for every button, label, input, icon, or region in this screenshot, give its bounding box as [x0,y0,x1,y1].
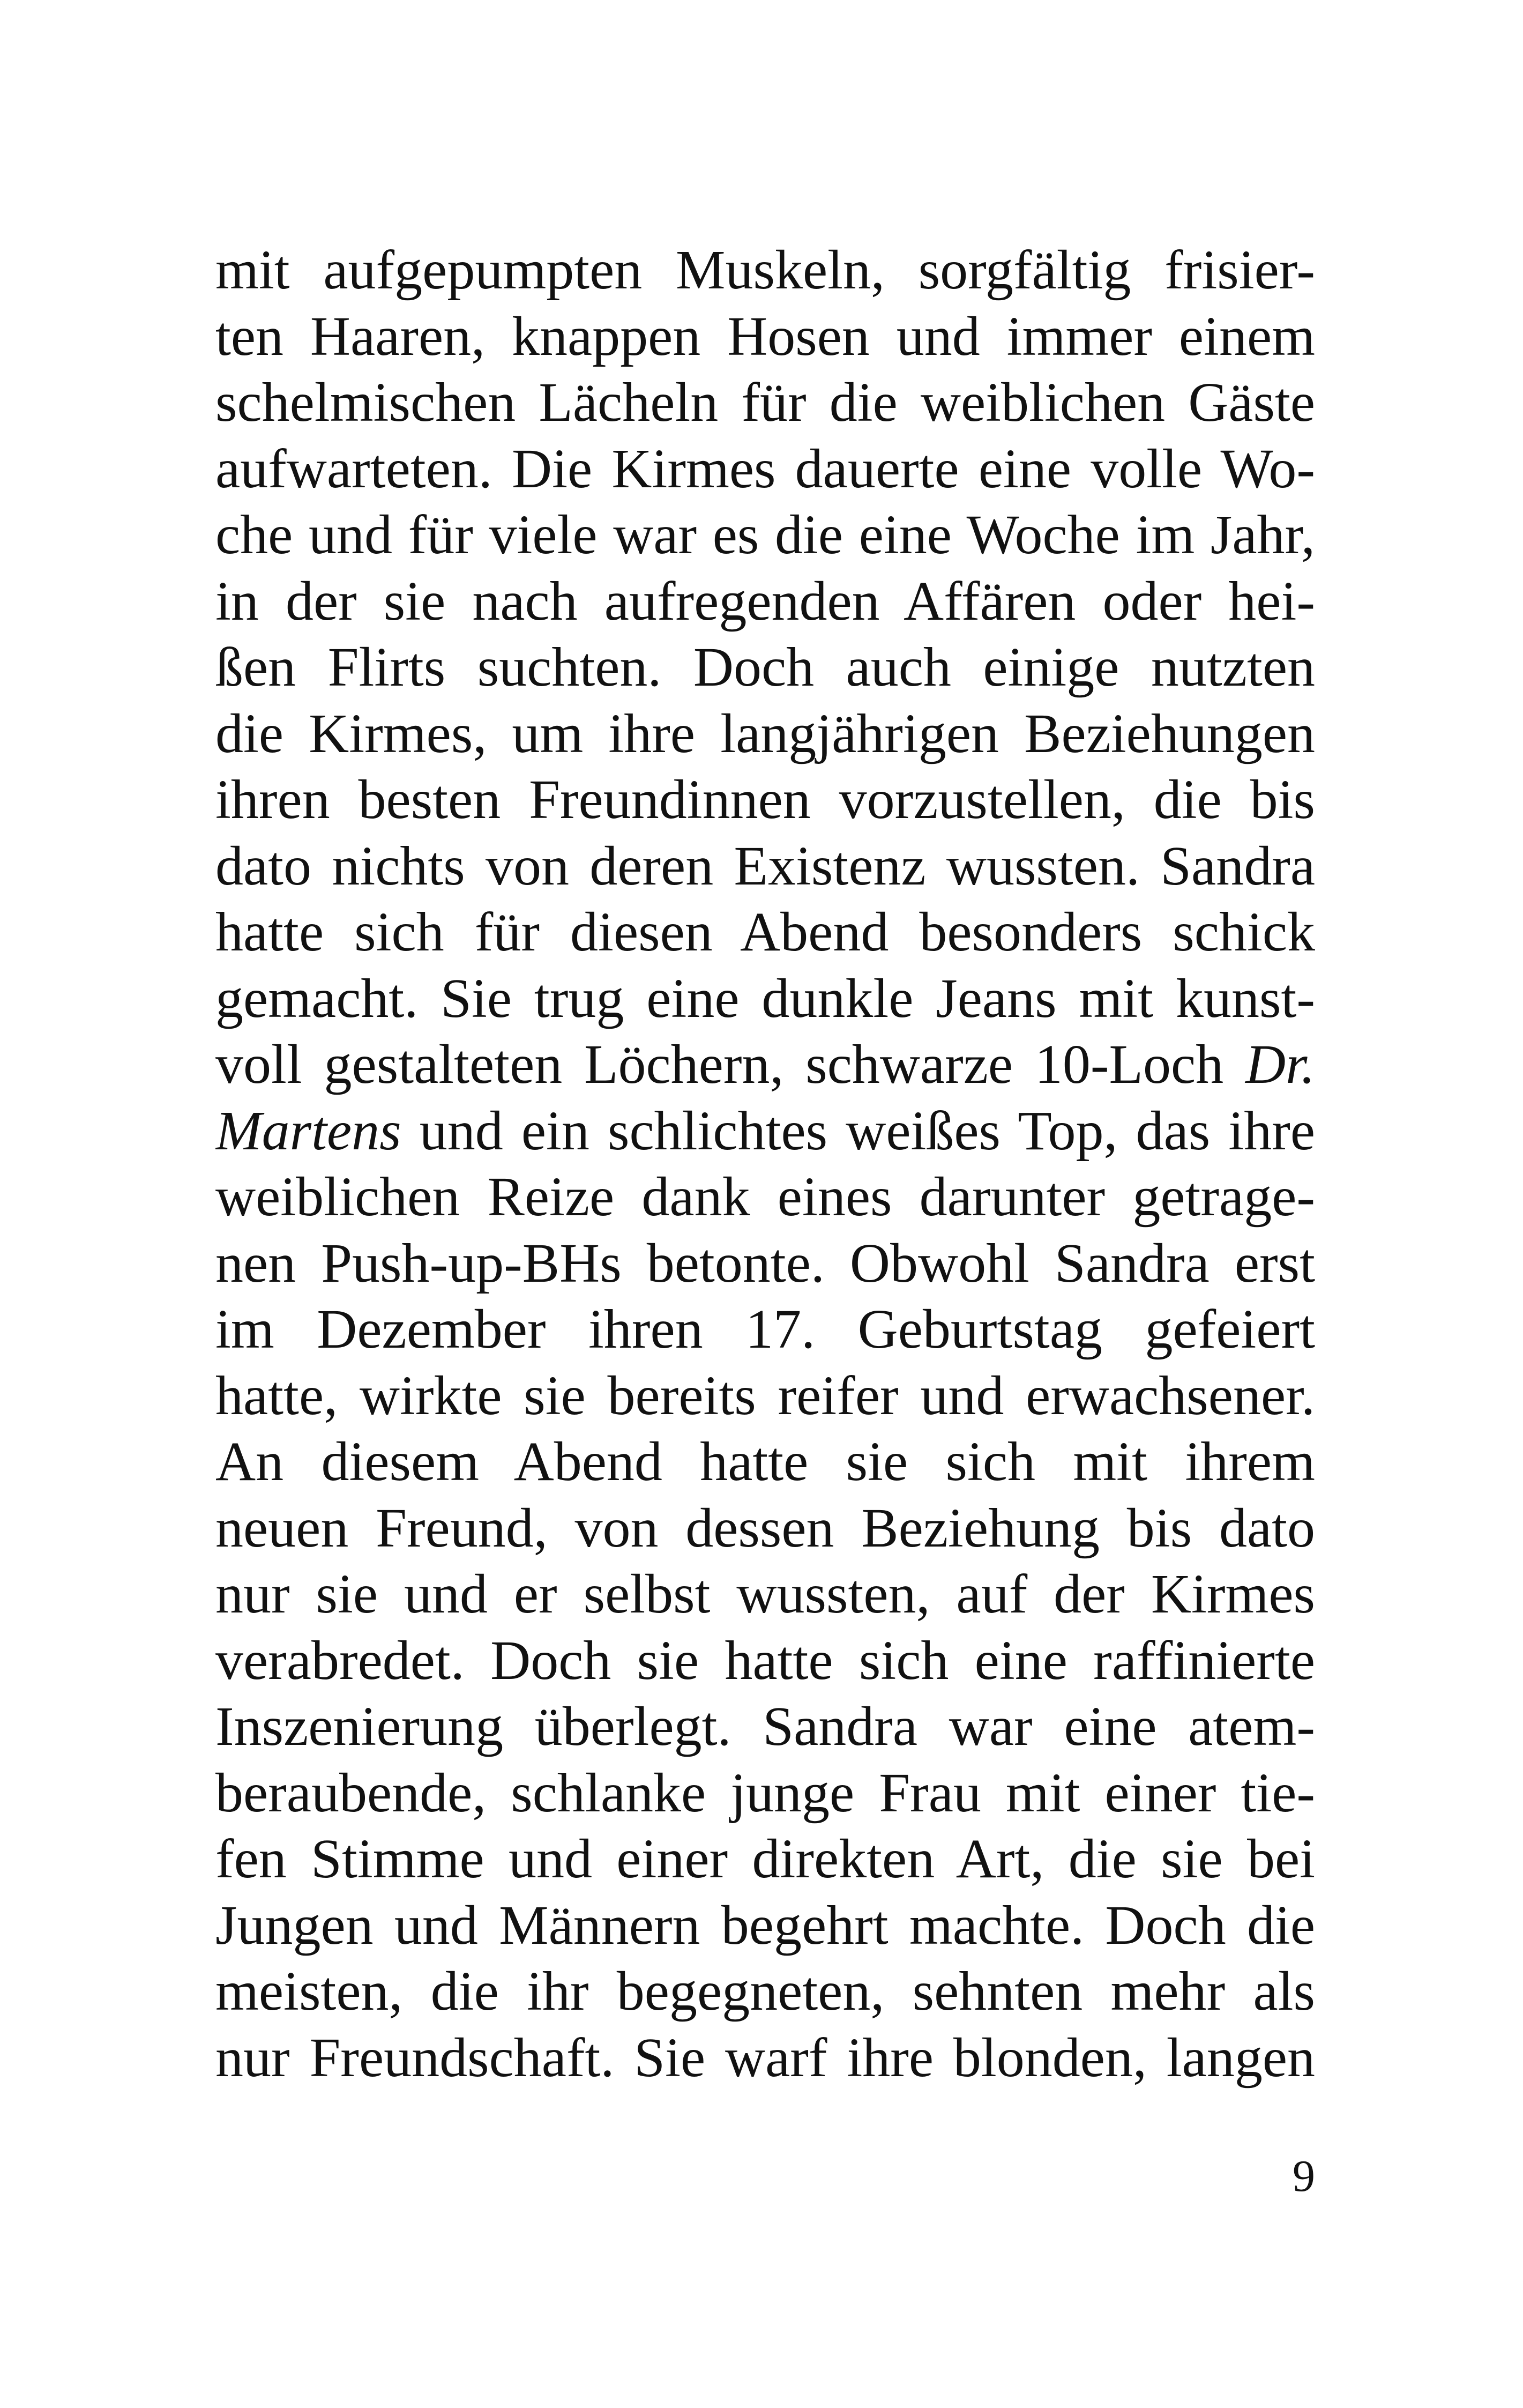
text-line: che und für viele war es die eine Woche im Jahr, [215,504,1315,566]
text-segment: und ein schlichtes weißes Top, das ihre [419,1099,1315,1162]
text-line: An diesem Abend hatte sie sich mit ihrem [215,1431,1315,1492]
text-line: mit aufgepumpten Muskeln, sorgfältig frisier- [215,239,1315,301]
page-number: 9 [1293,2151,1315,2201]
italic-brand-name: Dr. [1245,1034,1315,1095]
text-line: verabredet. Doch sie hatte sich eine raffinierte [215,1629,1315,1691]
text-line: in der sie nach aufregenden Affären oder hei- [215,570,1315,632]
text-line: beraubende, schlanke junge Frau mit einer tie- [215,1762,1315,1824]
text-line-with-italic [215,1098,1315,1164]
text-line: ihren besten Freundinnen vorzustellen, die bis [215,769,1315,830]
text-line-with-italic [215,1031,1315,1098]
text-line: weiblichen Reize dank eines darunter getrage- [215,1166,1315,1228]
text-line: gemacht. Sie trug eine dunkle Jeans mit kunst- [215,967,1315,1029]
text-line: schelmischen Lächeln für die weiblichen Gäste [215,371,1315,433]
text-line: Jungen und Männern begehrt machte. Doch die [215,1894,1315,1956]
text-line: die Kirmes, um ihre langjährigen Beziehungen [215,702,1315,764]
text-line: dato nichts von deren Existenz wussten. Sandra [215,835,1315,897]
text-line: fen Stimme und einer direkten Art, die sie bei [215,1828,1315,1890]
text-segment: voll gestalteten Löchern, schwarze 10-Loch [215,1034,1224,1095]
text-line: ten Haaren, knappen Hosen und immer einem [215,305,1315,367]
text-line: Inszenierung überlegt. Sandra war eine atem- [215,1696,1315,1757]
text-line: nen Push-up-BHs betonte. Obwohl Sandra erst [215,1232,1315,1294]
text-line: hatte sich für diesen Abend besonders schick [215,901,1315,963]
italic-brand-name: Martens [215,1099,401,1162]
text-line: hatte, wirkte sie bereits reifer und erwachsener. [215,1364,1315,1426]
text-line: neuen Freund, von dessen Beziehung bis dato [215,1497,1315,1559]
text-line: im Dezember ihren 17. Geburtstag gefeiert [215,1298,1315,1360]
text-line: aufwarteten. Die Kirmes dauerte eine volle Wo- [215,437,1315,500]
text-line: nur sie und er selbst wussten, auf der Kirmes [215,1563,1315,1625]
text-line: meisten, die ihr begegneten, sehnten mehr als [215,1960,1315,2022]
text-line: nur Freundschaft. Sie warf ihre blonden, langen [215,2026,1315,2089]
body-text [215,237,1315,2091]
text-line: ßen Flirts suchten. Doch auch einige nutzten [215,636,1315,698]
